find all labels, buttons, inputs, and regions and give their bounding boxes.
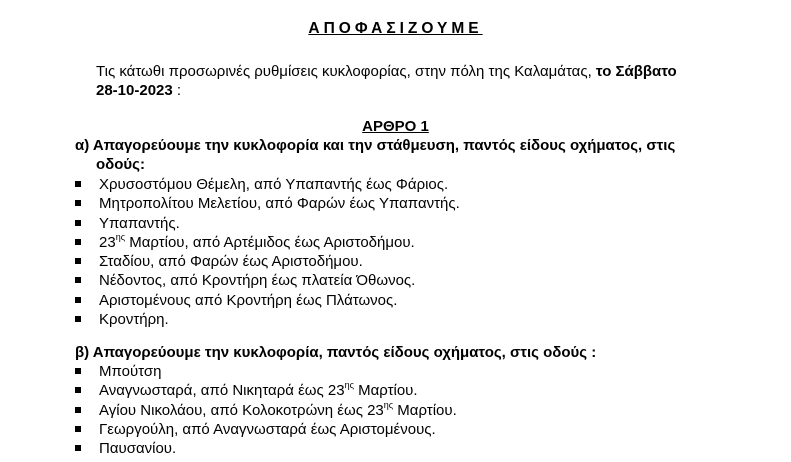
list-item: $23^{\eta\varsigma}$ Μαρτίου, από Αρτέμιδος έως Αριστοδήμου. (75, 233, 775, 252)
document-heading (0, 19, 791, 38)
section-b-label: β) Απαγορεύουμε την κυκλοφορία, παντός είδους οχήματος, στις οδούς : (75, 344, 597, 361)
list-item: Νέδοντος, από Κροντήρη έως πλατεία Όθωνος. (75, 271, 775, 290)
intro-text: Τις κάτωθι προσωρινές ρυθμίσεις κυκλοφορίας, στην πόλη της Καλαμάτας, (96, 63, 596, 80)
heading-text: ΑΠΟΦΑΣΙΖΟΥΜΕ (308, 20, 483, 37)
bullet-icon (75, 297, 81, 303)
list-item: Χρυσοστόμου Θέμελη, από Υπαπαντής έως Φάριος. (75, 175, 775, 194)
bullet-icon (75, 258, 81, 264)
list-item: Υπαπαντής. (75, 214, 775, 233)
list-item: Αριστομένους από Κροντήρη έως Πλάτωνος. (75, 291, 775, 310)
bullet-icon (75, 316, 81, 322)
bullet-icon (75, 277, 81, 283)
section-a-label-cont: οδούς: (96, 156, 145, 173)
bullet-icon (75, 200, 81, 206)
bullet-icon (75, 220, 81, 226)
list-item: Αναγνωσταρά, από Νικηταρά έως $23^{\eta\varsigma}$ Μαρτίου. (75, 381, 775, 400)
list-item: Παυσανίου. (75, 439, 775, 458)
intro-paragraph (96, 62, 756, 100)
bullet-icon (75, 181, 81, 187)
section-a-label: α) Απαγορεύουμε την κυκλοφορία και την στάθμευση, παντός είδους οχήματος, στις (75, 137, 676, 154)
bullet-icon (75, 426, 81, 432)
list-item: Σταδίου, από Φαρών έως Αριστοδήμου. (75, 252, 775, 271)
section-a-heading (75, 136, 765, 174)
list-item: Κροντήρη. (75, 310, 775, 329)
intro-date: 28-10-2023 (96, 82, 173, 99)
bullet-icon (75, 407, 81, 413)
list-item: Μπούτση (75, 362, 775, 381)
list-item: Αγίου Νικολάου, από Κολοκοτρώνη έως $23^{\eta\varsigma}$ Μαρτίου. (75, 401, 775, 420)
intro-tail: : (172, 82, 182, 99)
bullet-icon (75, 239, 81, 245)
article-title: ΑΡΘΡΟ 1 (362, 118, 429, 135)
bullet-icon (75, 387, 81, 393)
intro-date-day: το Σάββατο (595, 63, 677, 80)
bullet-icon (75, 445, 81, 451)
section-b-heading (75, 343, 765, 362)
section-b-list (75, 362, 775, 458)
list-item: Γεωργούλη, από Αναγνωσταρά έως Αριστομένους. (75, 420, 775, 439)
section-a-list (75, 175, 775, 329)
bullet-icon (75, 368, 81, 374)
list-item: Μητροπολίτου Μελετίου, από Φαρών έως Υπαπαντής. (75, 194, 775, 213)
